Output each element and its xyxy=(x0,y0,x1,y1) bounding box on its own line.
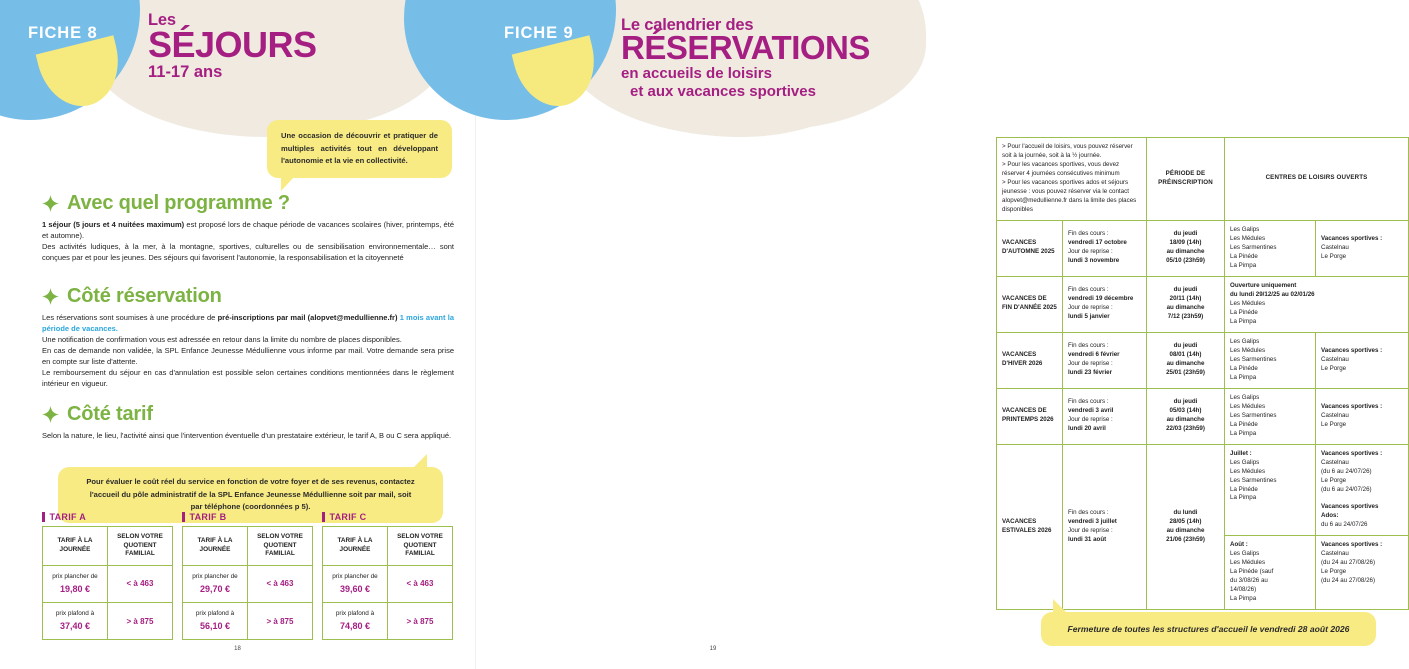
tarif-card xyxy=(42,512,173,640)
table-row xyxy=(323,603,453,640)
quotient-cell: < à 463 xyxy=(248,565,313,602)
section-body xyxy=(42,313,454,390)
table-row xyxy=(997,220,1409,276)
price-cell: prix plancher de 39,60 € xyxy=(323,565,388,602)
paragraph: Le remboursement du séjour en cas d'annulation est possible selon certaines conditions mentionnées dans le règlement intérieur en vigueur. xyxy=(42,367,454,388)
tarif-card-label xyxy=(322,512,453,522)
section-tarif xyxy=(42,403,454,442)
price-amount: 56,10 € xyxy=(199,620,231,631)
price-cell: prix plafond à 37,40 € xyxy=(43,603,108,640)
period-name-cell: VACANCES DE PRINTEMPS 2026 xyxy=(997,388,1063,444)
page-title-subtitle-2: et aux vacances sportives xyxy=(630,83,816,101)
centres-cell: Les Galips Les Médules Les Sarmentines La Pinéde La Pimpa xyxy=(1225,332,1316,388)
tarif-card-label xyxy=(42,512,173,522)
quotient-cell: < à 463 xyxy=(108,565,173,602)
tarif-name: TARIF B xyxy=(189,512,227,522)
fiche-badge-label: FICHE 9 xyxy=(504,24,574,42)
price-amount: 29,70 € xyxy=(199,583,231,594)
centres-cell: Les Galips Les Médules Les Sarmentines La Pinéde La Pimpa xyxy=(1225,388,1316,444)
table-header-row xyxy=(183,527,313,566)
callout-fermeture-text: Fermeture de toutes les structures d'accueil le vendredi 28 août 2026 xyxy=(1067,624,1350,634)
diamond-icon xyxy=(42,288,59,305)
section-heading xyxy=(42,192,454,215)
page-left-fiche-8 xyxy=(0,0,475,669)
page-right-fiche-9 xyxy=(475,0,1383,669)
table-row xyxy=(43,565,173,602)
paragraph: 1 séjour (5 jours et 4 nuitées maximum) est proposé lors de chaque période de vacances scolaires (hiver, printemps, été et automne). xyxy=(42,220,454,240)
price-amount: 74,80 € xyxy=(339,620,371,631)
tarif-name: TARIF C xyxy=(329,512,367,522)
vacances-sportives-cell: Vacances sportives : Castelnau Le Porge xyxy=(1316,388,1409,444)
tarif-bar-marker xyxy=(182,512,185,522)
page-right-header xyxy=(476,0,950,128)
paragraph: Les réservations sont soumises à une procédure de pré-inscriptions par mail (alopvet@medullienne.fr) 1 mois avant la période de vacances. xyxy=(42,313,454,333)
page-title-small: Le calendrier des xyxy=(621,16,754,34)
school-dates-cell: Fin des cours : vendredi 6 février Jour de reprise : lundi 23 février xyxy=(1063,332,1147,388)
tarif-card xyxy=(182,512,313,640)
column-header-quotient: SELON VOTRE QUOTIENT FAMILIAL xyxy=(248,527,313,566)
school-dates-cell: Fin des cours : vendredi 19 décembre Jour de reprise : lundi 5 janvier xyxy=(1063,276,1147,332)
vacances-sportives-cell: Vacances sportives : Castelnau Le Porge xyxy=(1316,332,1409,388)
callout-tail xyxy=(413,454,427,468)
table-header-row xyxy=(323,527,453,566)
section-reservation xyxy=(42,285,454,390)
table-row xyxy=(183,603,313,640)
callout-fermeture xyxy=(1041,612,1376,646)
diamond-icon xyxy=(42,195,59,212)
table-row-summer-juillet xyxy=(997,444,1409,536)
section-title: Avec quel programme ? xyxy=(67,192,290,214)
tarif-card xyxy=(322,512,453,640)
school-dates-cell: Fin des cours : vendredi 3 avril Jour de reprise : lundi 20 avril xyxy=(1063,388,1147,444)
section-body xyxy=(42,220,454,264)
preinscription-cell: du lundi 28/05 (14h) au dimanche 21/06 (23h59) xyxy=(1147,444,1225,610)
centres-cell: Ouverture uniquement du lundi 29/12/25 au 02/01/26 Les Médules La Pinéde La Pimpa xyxy=(1225,276,1409,332)
period-name-cell: VACANCES ESTIVALES 2026 xyxy=(997,444,1063,610)
centres-cell-juillet: Juillet : Les Galips Les Médules Les Sarmentines La Pinéde La Pimpa xyxy=(1225,444,1316,536)
column-header-quotient: SELON VOTRE QUOTIENT FAMILIAL xyxy=(388,527,453,566)
price-amount: 37,40 € xyxy=(59,620,91,631)
period-name-cell: VACANCES D'HIVER 2026 xyxy=(997,332,1063,388)
centres-cell: Les Galips Les Médules Les Sarmentines La Pinéde La Pimpa xyxy=(1225,220,1316,276)
reservation-notes-cell: > Pour l'accueil de loisirs, vous pouvez réserver soit à la journée, soit à la ½ journée. > Pour les vacances sportives, vous devez réserver 4 journées consécutives minimum > Pour les vacances sportives ados et séjours jeunesse : vous pouvez réserver via le contact alopvet@medullienne.fr dans la limite des places disponibles xyxy=(997,138,1147,221)
price-amount: 39,60 € xyxy=(339,583,371,594)
paragraph: En cas de demande non validée, la SPL Enfance Jeunesse Médullienne vous informe par mail. Votre demande sera prise en compte sur liste d'attente. xyxy=(42,345,454,366)
page-title-subtitle: 11-17 ans xyxy=(148,63,223,82)
tarif-table xyxy=(322,526,453,640)
tarif-table xyxy=(182,526,313,640)
table-row xyxy=(997,332,1409,388)
tarif-tables-group xyxy=(42,512,454,640)
fiche-badge-label: FICHE 8 xyxy=(28,24,98,42)
page-title-small: Les xyxy=(148,11,176,29)
price-cell: prix plancher de 19,80 € xyxy=(43,565,108,602)
callout-intro-text: Une occasion de découvrir et pratiquer de multiples activités tout en développant l'autonomie et la vie en collectivité. xyxy=(281,131,438,166)
page-number-left: 18 xyxy=(234,646,241,652)
section-programme xyxy=(42,192,454,264)
quotient-cell: < à 463 xyxy=(388,565,453,602)
tarif-card-label xyxy=(182,512,313,522)
paragraph: Des activités ludiques, à la mer, à la montagne, sportives, culturelles ou de sensibilisation environnementale… sont conçues par et pour les jeunes. Des séjours qui favorisent l'autonomie, la responsabilisation et la citoyenneté xyxy=(42,241,454,262)
calendar-header-row xyxy=(997,138,1409,221)
section-heading xyxy=(42,285,454,308)
table-row xyxy=(323,565,453,602)
paragraph: Une notification de confirmation vous est adressée en retour dans la limite du nombre de places disponibles. xyxy=(42,334,402,344)
column-header-journee: TARIF À LA JOURNÉE xyxy=(183,527,248,566)
callout-intro xyxy=(267,120,452,178)
vacances-sportives-cell: Vacances sportives : Castelnau Le Porge xyxy=(1316,220,1409,276)
column-header-quotient: SELON VOTRE QUOTIENT FAMILIAL xyxy=(108,527,173,566)
calendar-body xyxy=(997,138,1409,610)
school-dates-cell: Fin des cours : vendredi 3 juillet Jour de reprise : lundi 31 août xyxy=(1063,444,1147,610)
page-number-right: 19 xyxy=(709,646,717,652)
price-cell: prix plafond à 56,10 € xyxy=(183,603,248,640)
table-header-row xyxy=(43,527,173,566)
diamond-icon xyxy=(42,406,59,423)
page-left-title-block xyxy=(148,12,317,82)
page-right-title-block xyxy=(621,17,870,101)
callout-tail xyxy=(281,177,294,191)
section-title: Côté réservation xyxy=(67,285,222,307)
price-cell: prix plafond à 74,80 € xyxy=(323,603,388,640)
table-row xyxy=(183,565,313,602)
price-cell: prix plancher de 29,70 € xyxy=(183,565,248,602)
column-header-preinscription: PÉRIODE DE PRÉINSCRIPTION xyxy=(1147,138,1225,221)
section-title: Côté tarif xyxy=(67,403,153,425)
price-amount: 19,80 € xyxy=(59,583,91,594)
page-title: SÉJOURS xyxy=(148,24,317,66)
section-body xyxy=(42,431,454,442)
column-header-centres: CENTRES DE LOISIRS OUVERTS xyxy=(1225,138,1409,221)
preinscription-cell: du jeudi 18/09 (14h) au dimanche 05/10 (23h59) xyxy=(1147,220,1225,276)
column-header-journee: TARIF À LA JOURNÉE xyxy=(323,527,388,566)
callout-tarif-text: Pour évaluer le coût réel du service en fonction de votre foyer et de ses revenus, contactez l'accueil du pôle administratif de la SPL Enfance Jeunesse Médullienne soit par mail, soit par téléphone (coordonnées p 5). xyxy=(86,477,415,512)
vacances-sportives-cell-aout: Vacances sportives : Castelnau (du 24 au 27/08/26) Le Porge (du 24 au 27/08/26) xyxy=(1316,536,1409,610)
period-name-cell: VACANCES DE FIN D'ANNÉE 2025 xyxy=(997,276,1063,332)
preinscription-cell: du jeudi 20/11 (14h) au dimanche 7/12 (23h59) xyxy=(1147,276,1225,332)
callout-tail xyxy=(1053,599,1067,613)
page-title-subtitle-1: en accueils de loisirs xyxy=(621,64,772,82)
preinscription-cell: du jeudi 08/01 (14h) au dimanche 25/01 (23h59) xyxy=(1147,332,1225,388)
period-name-cell: VACANCES D'AUTOMNE 2025 xyxy=(997,220,1063,276)
vacances-sportives-cell-juillet: Vacances sportives : Castelnau (du 6 au 24/07/26) Le Porge (du 6 au 24/07/26) Vacances sportives Ados: du 6 au 24/07/26 xyxy=(1316,444,1409,536)
centres-cell-aout: Août : Les Galips Les Médules La Pinéde (sauf du 3/08/26 au 14/08/26) La Pimpa xyxy=(1225,536,1316,610)
table-row xyxy=(997,276,1409,332)
quotient-cell: > à 875 xyxy=(108,603,173,640)
tarif-table xyxy=(42,526,173,640)
school-dates-cell: Fin des cours : vendredi 17 octobre Jour de reprise : lundi 3 novembre xyxy=(1063,220,1147,276)
tarif-bar-marker xyxy=(322,512,325,522)
quotient-cell: > à 875 xyxy=(248,603,313,640)
page-title: RÉSERVATIONS xyxy=(621,29,870,67)
quotient-cell: > à 875 xyxy=(388,603,453,640)
paragraph: Selon la nature, le lieu, l'activité ainsi que l'intervention éventuelle d'un prestataire extérieur, le tarif A, B ou C sera appliqué. xyxy=(42,431,452,440)
tarif-bar-marker xyxy=(42,512,45,522)
reservation-calendar-table xyxy=(996,137,1409,610)
table-row xyxy=(997,388,1409,444)
tarif-name: TARIF A xyxy=(49,512,87,522)
calendar-table-wrap xyxy=(996,137,1408,610)
column-header-journee: TARIF À LA JOURNÉE xyxy=(43,527,108,566)
section-heading xyxy=(42,403,454,426)
table-row xyxy=(43,603,173,640)
preinscription-cell: du jeudi 05/03 (14h) au dimanche 22/03 (23h59) xyxy=(1147,388,1225,444)
